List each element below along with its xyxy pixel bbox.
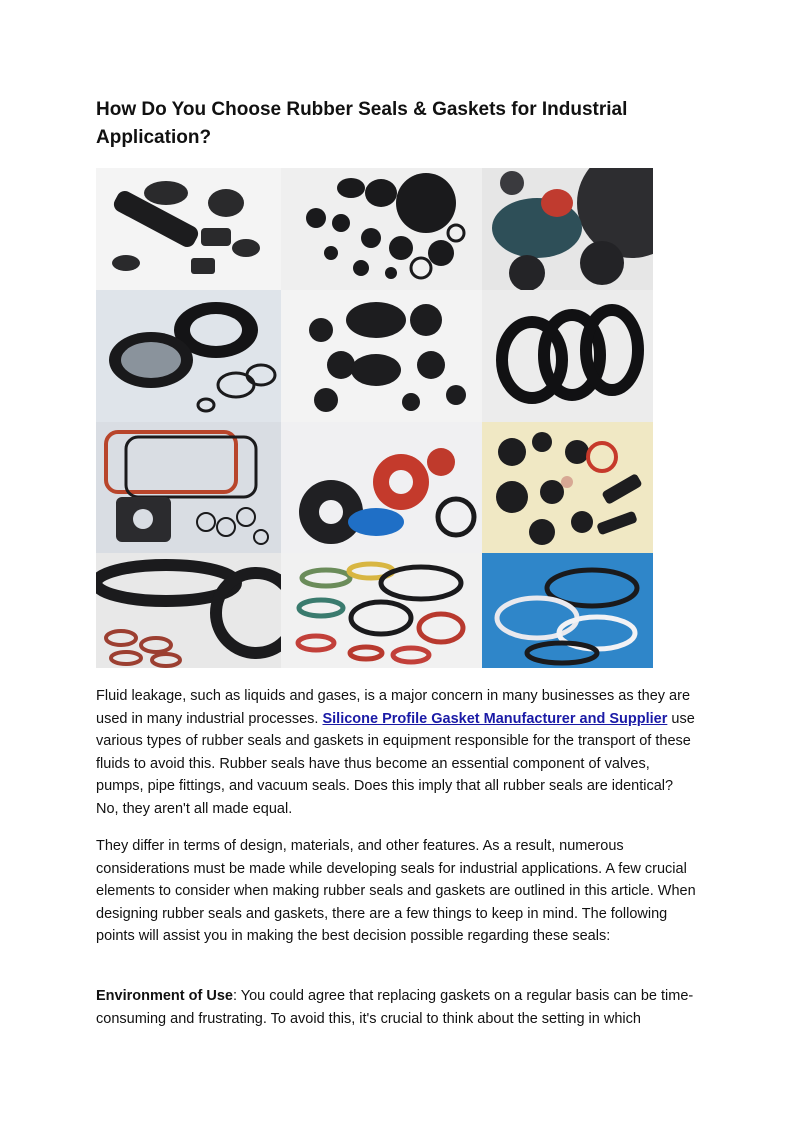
- paragraph-intro-text-after-link: use various types of rubber seals and gaskets in equipment responsible for the transport of these fluids to avoid this. Rubber seals have thus become an essential component of valves, pumps, pipe fittings, and vacuum seals. Does this imply that all rubber seals are identical? No, they aren't all made equal.: [96, 710, 695, 817]
- collage-tile-clear-rings: [482, 553, 653, 668]
- collage-tile-bellows: [96, 168, 281, 290]
- manufacturer-link[interactable]: Silicone Profile Gasket Manufacturer and Supplier: [322, 710, 668, 727]
- collage-tile-diaphragms: [482, 168, 653, 290]
- collage-tile-assorted-seals: [482, 422, 653, 553]
- collage-tile-o-rings: [281, 553, 482, 668]
- article-title: How Do You Choose Rubber Seals & Gaskets for Industrial Application?: [96, 99, 628, 148]
- paragraph-environment-of-use: [96, 985, 696, 1030]
- environment-of-use-heading: Environment of Use: [96, 988, 233, 1004]
- paragraph-intro-text-before-link: Fluid leakage, such as liquids and gases, is a major concern in many businesses as they are used in many industrial processes.: [96, 688, 691, 727]
- paragraph-considerations: They differ in terms of design, materials, and other features. As a result, numerous considerations must be made while developing seals for industrial applications. A few crucial elements to consider when making rubber seals and gaskets are outlined in this article. When designing rubber seals and gaskets, there are a few things to keep in mind. The following points will assist you in making the best decision possible regarding these seals:: [96, 838, 696, 945]
- rubber-seals-collage-image: [96, 168, 653, 668]
- collage-tile-grommets: [281, 168, 482, 290]
- collage-tile-molded-parts: [281, 290, 482, 422]
- environment-of-use-text: : You could agree that replacing gaskets on a regular basis can be time-consuming and frustrating. To avoid this, it's crucial to think about the setting in which: [96, 988, 694, 1027]
- collage-tile-flat-gaskets: [96, 422, 281, 553]
- collage-tile-rings: [96, 290, 281, 422]
- paragraph-intro: [96, 685, 696, 821]
- collage-tile-colored-gaskets: [281, 422, 482, 553]
- collage-tile-v-rings: [96, 553, 281, 668]
- collage-tile-lip-seals: [482, 290, 653, 422]
